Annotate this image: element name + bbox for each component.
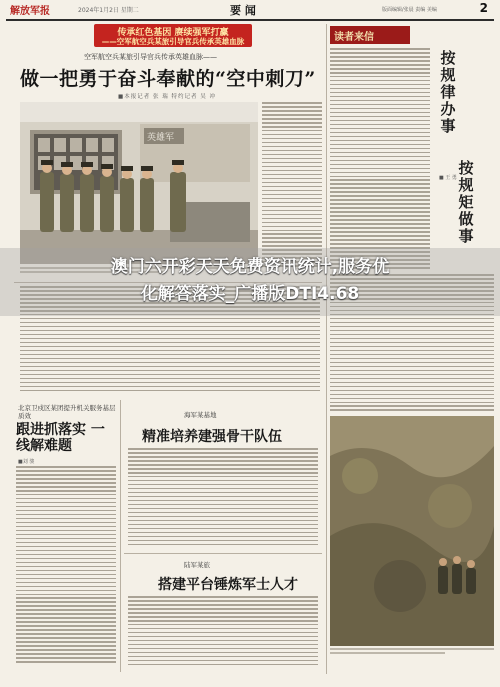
bottom-left-body-text (16, 466, 116, 665)
overlay-title-line-2: 化解答落实_广播版DTI4.68 (140, 284, 360, 304)
right-column (330, 24, 494, 660)
mid-story-b-kicker: 陆军某旅 (184, 561, 210, 569)
soldiers-exhibition-photo (20, 102, 258, 264)
mid-story-b-headline: 搭建平台锤炼军士人才 (158, 577, 298, 593)
column-author: ■ 王 勇 (439, 175, 457, 181)
section-title: 要 闻 (230, 4, 256, 17)
masthead (6, 2, 494, 21)
story-subhead: 空军航空兵某旅引导官兵传承英雄血脉—— (84, 53, 217, 61)
overlay-title (0, 254, 500, 308)
top-story (14, 24, 322, 279)
mid-story-b (124, 556, 322, 672)
column-banner (330, 26, 410, 44)
overlay-title-band (0, 248, 500, 316)
mid-story-a (124, 400, 322, 550)
mid-story-a-kicker: 海军某基地 (184, 411, 217, 419)
column-body-text (330, 48, 430, 271)
red-banner (94, 24, 252, 47)
column-title-1: 按规律办事 (440, 49, 456, 135)
editor-credits: 版面编辑/张晨 责编 美编 (382, 7, 437, 13)
bottom-left-headline: 跟进抓落实 一线解难题 (16, 422, 105, 454)
story-headline: 做一把勇于奋斗奉献的“空中刺刀” (20, 68, 316, 90)
column-divider-lower (120, 400, 121, 672)
training-photo-caption (330, 648, 494, 656)
bottom-left-kicker: 北京卫戍区某团提升机关服务基层质效 (18, 404, 116, 420)
photo-illustration (20, 102, 258, 264)
story-body-text (262, 102, 322, 269)
training-photo-illustration (330, 416, 494, 646)
banner-line-1: 传承红色基因 赓续强军打赢 (117, 28, 229, 38)
story-byline: ■本报记者 张 瑞 特约记者 吴 冲 (118, 94, 216, 100)
mid-story-a-body-text (128, 448, 318, 548)
mid-divider (124, 553, 322, 554)
training-photo (330, 416, 494, 646)
issue-date: 2024年1月2日 星期二 (78, 7, 139, 14)
mid-story-a-headline: 精准培养建强骨干队伍 (142, 429, 282, 445)
photo-sign-text: 英雄军 (147, 133, 175, 143)
column-divider (326, 24, 327, 674)
overlay-title-line-1: 澳门六开彩天天免费资讯统计,服务优 (110, 257, 390, 277)
bottom-left-story (14, 400, 118, 672)
column-title-2: 按规矩做事 (458, 159, 474, 245)
banner-line-2: ——空军航空兵某旅引导官兵传承英雄血脉 (101, 37, 245, 46)
bottom-left-author: ■刘 骏 (18, 459, 35, 465)
mid-story-b-body-text (128, 596, 318, 668)
page-number: 2 (479, 1, 488, 15)
column-banner-text: 读者来信 (334, 32, 374, 43)
newspaper-logo: 解放军报 (10, 6, 50, 17)
